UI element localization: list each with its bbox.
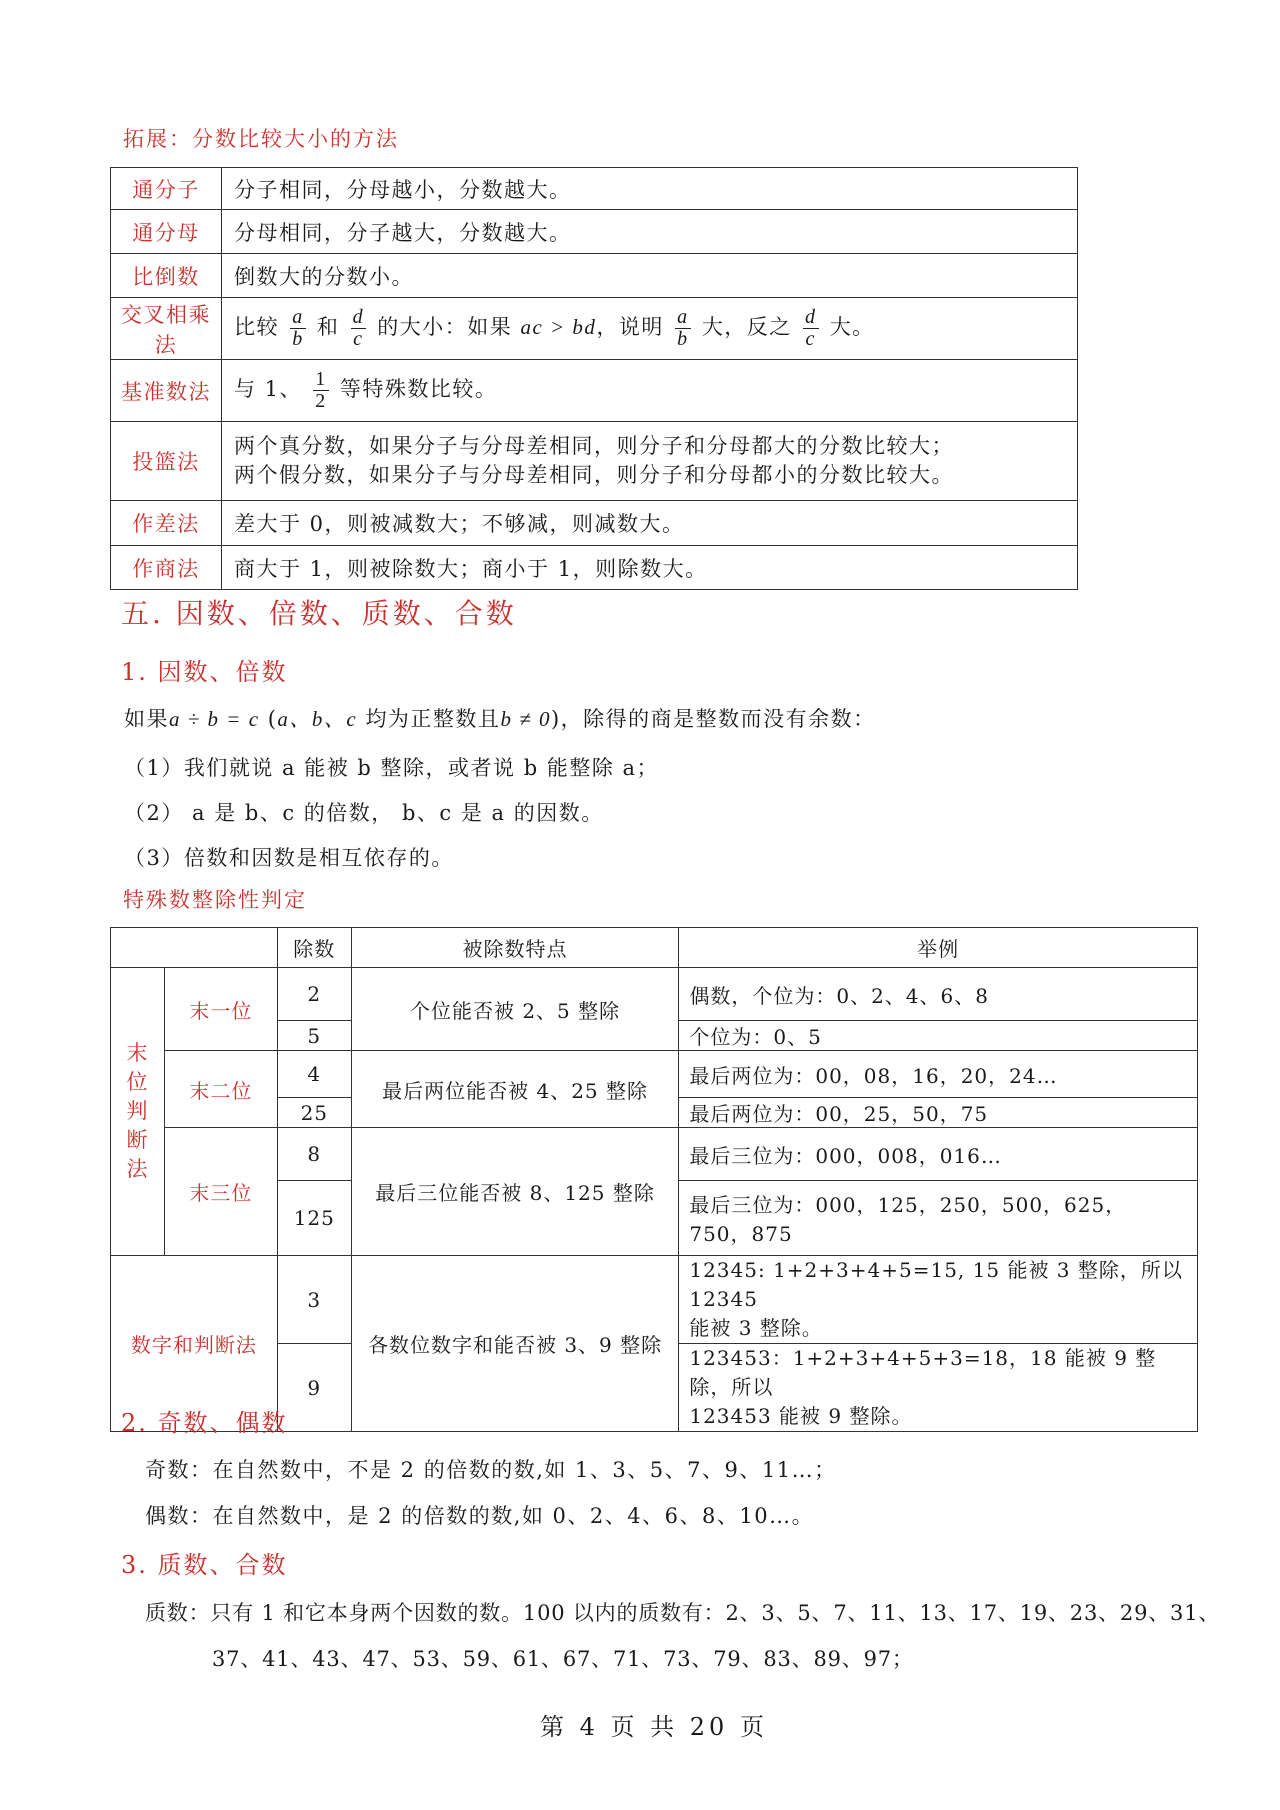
fraction-compare-table [110, 167, 1078, 590]
divisibility-table [110, 927, 1198, 1432]
divisor: 9 [277, 1344, 351, 1432]
numerator: 1 [315, 368, 327, 390]
method-name: 作商法 [111, 546, 222, 590]
subsection-title: 1. 因数、倍数 [121, 658, 288, 686]
condition: b ≠ 0 [500, 707, 551, 731]
method-name: 通分子 [111, 168, 222, 210]
example: 最后三位为：000，008，016… [679, 1128, 1198, 1181]
char: 法 [126, 1157, 149, 1181]
section-title: 五. 因数、倍数、质数、合数 [121, 597, 517, 630]
table-row [111, 422, 1078, 501]
divisor: 2 [277, 968, 351, 1021]
line: 123453：1+2+3+4+5+3=18，18 能被 9 整除，所以 [689, 1346, 1157, 1399]
divisor: 3 [277, 1256, 351, 1344]
text: )，除得的商是整数而没有余数： [550, 707, 876, 731]
condition: ac > bd [520, 315, 597, 339]
definition [124, 703, 876, 733]
table-row [111, 546, 1078, 590]
numerator: d [352, 306, 365, 328]
table-row [111, 298, 1078, 360]
denominator: c [805, 328, 816, 350]
feature: 各数位数字和能否被 3、9 整除 [351, 1256, 679, 1432]
divisor: 5 [277, 1021, 351, 1051]
table-row [111, 168, 1078, 210]
example: 最后两位为：00，08，16，20，24… [679, 1051, 1198, 1098]
table-row [111, 1051, 1198, 1098]
text: 均为正整数且 [365, 707, 501, 731]
subsection-title: 3. 质数、合数 [121, 1551, 288, 1579]
table-row [111, 1256, 1198, 1344]
group-label-last-digits [111, 968, 165, 1256]
table-row [111, 501, 1078, 546]
point-1: （1）我们就说 a 能被 b 整除，或者说 b 能整除 a； [124, 756, 660, 780]
line: 12345: 1+2+3+4+5=15, 15 能被 3 整除，所以 12345 [689, 1258, 1183, 1311]
method-desc: 商大于 1，则被除数大；商小于 1，则除数大。 [222, 546, 1078, 590]
method-desc [222, 360, 1078, 422]
extension-title: 拓展：分数比较大小的方法 [123, 127, 399, 151]
example [679, 1256, 1198, 1344]
numerator: a [292, 306, 304, 328]
vertical-label [125, 1039, 149, 1184]
method-name: 比倒数 [111, 254, 222, 298]
method-desc: 倒数大的分数小。 [222, 254, 1078, 298]
method-name: 交叉相乘法 [111, 298, 222, 360]
text: 和 [316, 315, 340, 339]
fraction-half [313, 369, 329, 412]
char: 断 [126, 1128, 149, 1152]
text: 等特殊数比较。 [339, 377, 498, 401]
char: 末 [126, 1041, 149, 1065]
sub-label: 末二位 [164, 1051, 277, 1128]
method-desc: 分子相同，分母越小，分数越大。 [222, 168, 1078, 210]
feature: 最后三位能否被 8、125 整除 [351, 1128, 679, 1256]
line: 能被 3 整除。 [689, 1316, 823, 1340]
numerator: d [805, 306, 817, 328]
text: 与 1、 [234, 377, 303, 401]
denominator: b [677, 328, 689, 350]
example [679, 1344, 1198, 1432]
divisor: 25 [277, 1098, 351, 1128]
denominator: b [292, 328, 304, 350]
table-row [111, 360, 1078, 422]
fraction-a-b [675, 307, 691, 350]
text: 大，反之 [701, 315, 792, 339]
prime-definition: 质数：只有 1 和它本身两个因数的数。100 以内的质数有：2、3、5、7、11、13、17、19、23、29、31、 [145, 1601, 1221, 1625]
divisor: 4 [277, 1051, 351, 1098]
text: 比较 [234, 315, 279, 339]
sub-label: 末三位 [164, 1128, 277, 1256]
fraction-d-c [803, 307, 819, 350]
page-number: 第 4 页 共 20 页 [540, 1713, 768, 1741]
line: 两个真分数，如果分子与分母差相同，则分子和分母都大的分数比较大； [234, 434, 954, 458]
equation: a ÷ b = c [169, 707, 260, 731]
divisor: 8 [277, 1128, 351, 1181]
denominator: c [353, 328, 364, 350]
text: 如果 [124, 707, 169, 731]
example: 偶数，个位为：0、2、4、6、8 [679, 968, 1198, 1021]
method-name: 通分母 [111, 210, 222, 254]
fraction-d-c [351, 307, 367, 350]
point-3: （3）倍数和因数是相互依存的。 [124, 846, 454, 870]
method-desc: 差大于 0，则被减数大；不够减，则减数大。 [222, 501, 1078, 546]
text: ，说明 [596, 315, 664, 339]
table-row [111, 254, 1078, 298]
numerator: a [677, 306, 689, 328]
fraction-a-b [290, 307, 306, 350]
denominator: 2 [315, 390, 327, 412]
subsection-title: 2. 奇数、偶数 [121, 1409, 288, 1437]
table-row [111, 1128, 1198, 1181]
method-name: 作差法 [111, 501, 222, 546]
sub-label: 末一位 [164, 968, 277, 1051]
method-name: 投篮法 [111, 422, 222, 501]
header-example: 举例 [679, 928, 1198, 968]
example: 最后两位为：00，25，50，75 [679, 1098, 1198, 1128]
method-name: 基准数法 [111, 360, 222, 422]
odd-definition: 奇数：在自然数中，不是 2 的倍数的数,如 1、3、5、7、9、11…； [145, 1458, 837, 1482]
example: 最后三位为：000，125，250，500，625，750，875 [679, 1181, 1198, 1256]
divisor: 125 [277, 1181, 351, 1256]
header-divisor: 除数 [277, 928, 351, 968]
variables: a、b、c [277, 707, 358, 731]
table-row [111, 210, 1078, 254]
header-empty [111, 928, 278, 968]
text: 大。 [829, 315, 875, 339]
feature: 个位能否被 2、5 整除 [351, 968, 679, 1051]
header-feature: 被除数特点 [351, 928, 679, 968]
table-row [111, 968, 1198, 1021]
text: 的大小：如果 [377, 315, 513, 339]
char: 判 [126, 1099, 149, 1123]
divisibility-title: 特殊数整除性判定 [123, 888, 307, 912]
prime-list: 37、41、43、47、53、59、61、67、71、73、79、83、89、97； [212, 1647, 914, 1671]
method-desc: 分母相同，分子越大，分数越大。 [222, 210, 1078, 254]
line: 两个假分数，如果分子与分母差相同，则分子和分母都小的分数比较大。 [234, 463, 954, 487]
text: ( [267, 707, 278, 731]
table-header-row [111, 928, 1198, 968]
point-2: （2） a 是 b、c 的倍数， b、c 是 a 的因数。 [124, 801, 604, 825]
line: 123453 能被 9 整除。 [689, 1404, 913, 1428]
group-label-digit-sum: 数字和判断法 [111, 1256, 278, 1432]
example: 个位为：0、5 [679, 1021, 1198, 1051]
even-definition: 偶数：在自然数中，是 2 的倍数的数,如 0、2、4、6、8、10…。 [145, 1504, 815, 1528]
feature: 最后两位能否被 4、25 整除 [351, 1051, 679, 1128]
method-desc [222, 298, 1078, 360]
char: 位 [126, 1070, 149, 1094]
method-desc [222, 422, 1078, 501]
